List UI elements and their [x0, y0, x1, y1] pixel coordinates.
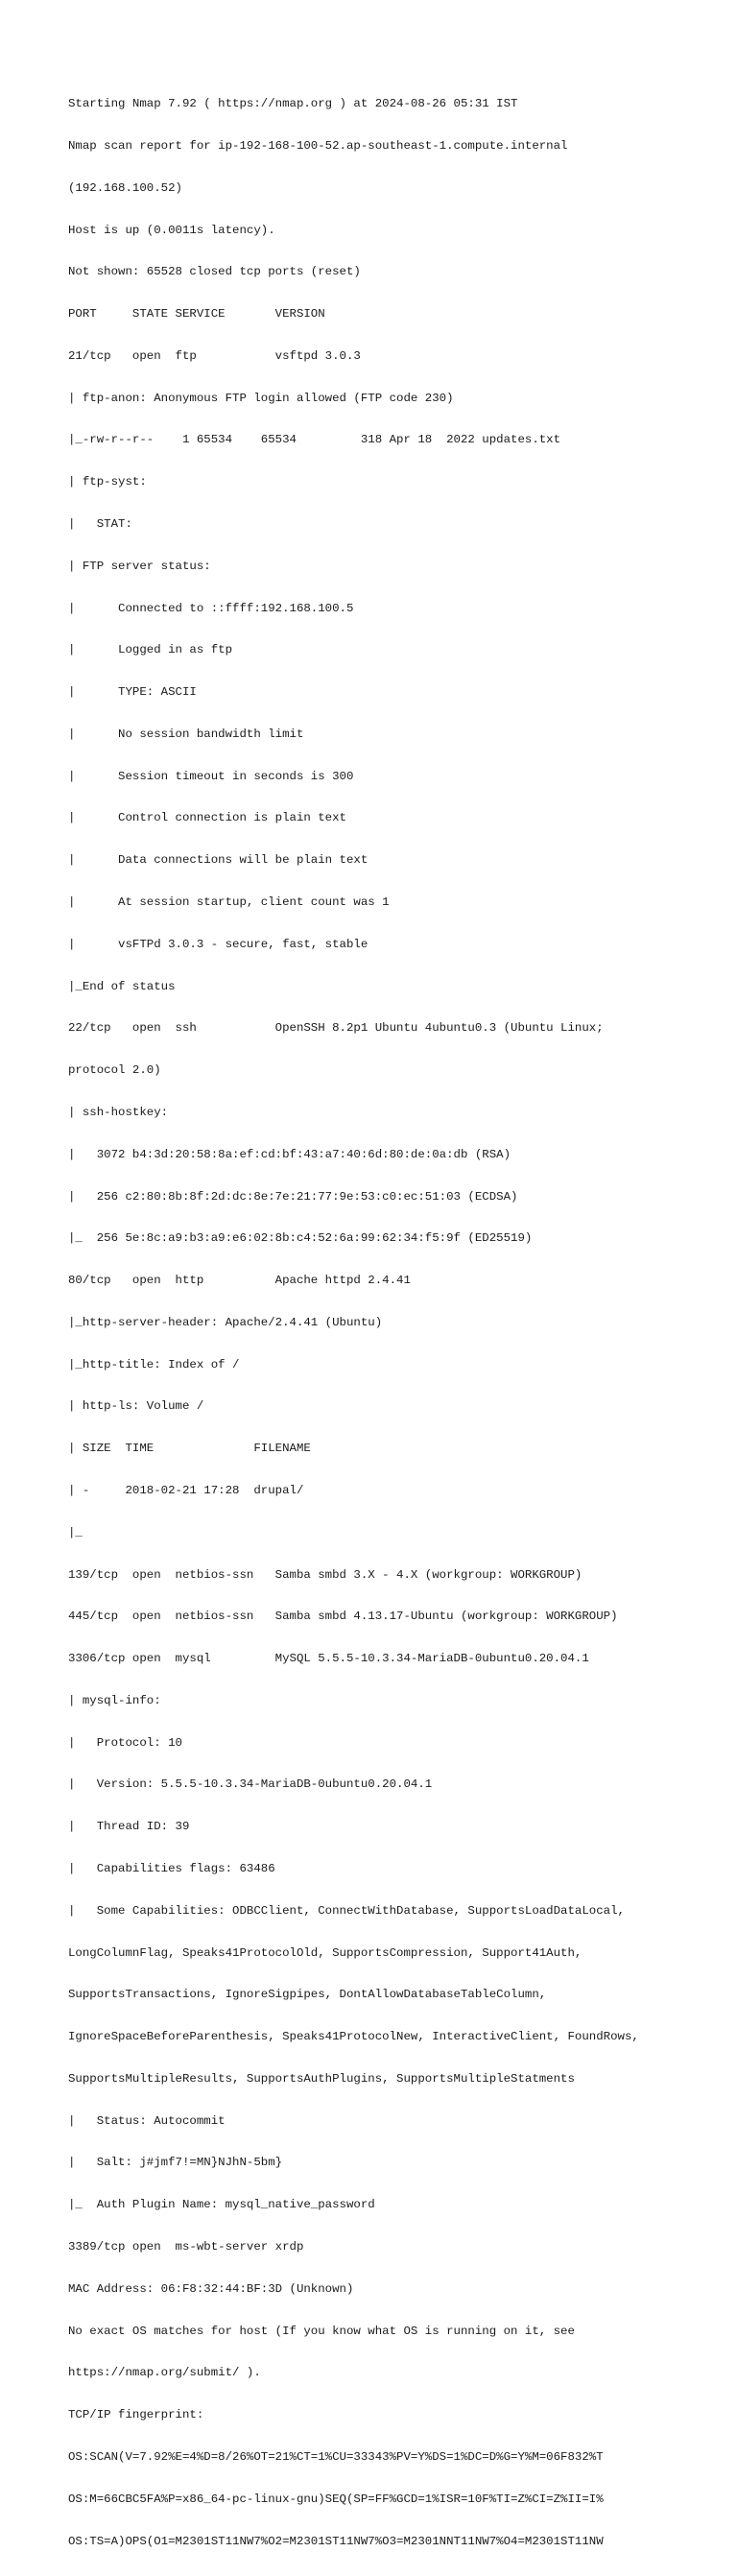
output-line: https://nmap.org/submit/ ). [68, 2366, 261, 2380]
output-line: | Salt: j#jmf7!=MN}NJhN-5bm} [68, 2156, 283, 2170]
output-line: TCP/IP fingerprint: [68, 2408, 204, 2422]
output-line: | ftp-anon: Anonymous FTP login allowed (FTP code 230) [68, 391, 454, 405]
output-line: | Data connections will be plain text [68, 853, 368, 868]
output-line: 3389/tcp open ms-wbt-server xrdp [68, 2240, 304, 2254]
output-line: |_ [68, 1525, 83, 1539]
output-line: OS:M=66CBC5FA%P=x86_64-pc-linux-gnu)SEQ(SP=FF%GCD=1%ISR=10F%TI=Z%CI=Z%II=I% [68, 2492, 604, 2506]
output-line: | No session bandwidth limit [68, 727, 304, 741]
output-line: | Session timeout in seconds is 300 [68, 769, 354, 783]
output-line: 445/tcp open netbios-ssn Samba smbd 4.13.17-Ubuntu (workgroup: WORKGROUP) [68, 1610, 618, 1624]
output-line: | Control connection is plain text [68, 811, 346, 825]
output-line: OS:SCAN(V=7.92%E=4%D=8/26%OT=21%CT=1%CU=33343%PV=Y%DS=1%DC=D%G=Y%M=06F832%T [68, 2449, 604, 2464]
output-line: | http-ls: Volume / [68, 1399, 204, 1414]
output-line: |_End of status [68, 979, 176, 993]
output-line: LongColumnFlag, Speaks41ProtocolOld, SupportsCompression, Support41Auth, [68, 1945, 582, 1960]
output-line: | At session startup, client count was 1 [68, 895, 390, 910]
output-line: | vsFTPd 3.0.3 - secure, fast, stable [68, 937, 368, 951]
output-line: Nmap scan report for ip-192-168-100-52.ap-southeast-1.compute.internal [68, 138, 568, 153]
nmap-scan-output [68, 69, 721, 2576]
output-line: 80/tcp open http Apache httpd 2.4.41 [68, 1274, 411, 1288]
output-line: | Logged in as ftp [68, 643, 233, 657]
output-line: SupportsMultipleResults, SupportsAuthPlugins, SupportsMultipleStatments [68, 2071, 575, 2086]
output-line: | 256 c2:80:8b:8f:2d:dc:8e:7e:21:77:9e:53:c0:ec:51:03 (ECDSA) [68, 1189, 518, 1204]
output-line: SupportsTransactions, IgnoreSigpipes, DontAllowDatabaseTableColumn, [68, 1988, 547, 2002]
output-line: | FTP server status: [68, 559, 211, 573]
output-line: |_http-server-header: Apache/2.4.41 (Ubuntu) [68, 1315, 383, 1329]
document-page [68, 69, 721, 2576]
output-line: | Version: 5.5.5-10.3.34-MariaDB-0ubuntu0.20.04.1 [68, 1777, 433, 1792]
output-line: OS:TS=A)OPS(O1=M2301ST11NW7%O2=M2301ST11NW7%O3=M2301NNT11NW7%O4=M2301ST11NW [68, 2534, 604, 2548]
output-line: | SIZE TIME FILENAME [68, 1442, 311, 1456]
output-line: | - 2018-02-21 17:28 drupal/ [68, 1483, 304, 1497]
output-line: (192.168.100.52) [68, 180, 182, 195]
output-line: | Capabilities flags: 63486 [68, 1862, 275, 1875]
output-line: | ssh-hostkey: [68, 1105, 169, 1119]
output-line: |_ Auth Plugin Name: mysql_native_password [68, 2198, 375, 2212]
output-line: | Protocol: 10 [68, 1735, 182, 1750]
output-line: Host is up (0.0011s latency). [68, 223, 275, 237]
output-line: Starting Nmap 7.92 ( https://nmap.org ) at 2024-08-26 05:31 IST [68, 97, 518, 111]
output-line: | Some Capabilities: ODBCClient, ConnectWithDatabase, SupportsLoadDataLocal, [68, 1903, 625, 1918]
output-line: PORT STATE SERVICE VERSION [68, 307, 325, 322]
output-line: | 3072 b4:3d:20:58:8a:ef:cd:bf:43:a7:40:6d:80:de:0a:db (RSA) [68, 1147, 511, 1161]
output-line: | Status: Autocommit [68, 2113, 226, 2128]
output-line: | ftp-syst: [68, 475, 147, 489]
output-line: No exact OS matches for host (If you know what OS is running on it, see [68, 2324, 575, 2338]
output-line: IgnoreSpaceBeforeParenthesis, Speaks41ProtocolNew, InteractiveClient, FoundRows, [68, 2030, 639, 2044]
output-line: | Thread ID: 39 [68, 1820, 190, 1834]
output-line: |_ 256 5e:8c:a9:b3:a9:e6:02:8b:c4:52:6a:99:62:34:f5:9f (ED25519) [68, 1231, 533, 1246]
output-line: | mysql-info: [68, 1693, 161, 1707]
output-line: | Connected to ::ffff:192.168.100.5 [68, 601, 354, 615]
output-line: 22/tcp open ssh OpenSSH 8.2p1 Ubuntu 4ubuntu0.3 (Ubuntu Linux; [68, 1021, 604, 1036]
output-line: | STAT: [68, 517, 132, 531]
output-line: |_http-title: Index of / [68, 1357, 240, 1371]
output-line: MAC Address: 06:F8:32:44:BF:3D (Unknown) [68, 2281, 354, 2296]
output-line: 3306/tcp open mysql MySQL 5.5.5-10.3.34-MariaDB-0ubuntu0.20.04.1 [68, 1652, 589, 1666]
output-line: protocol 2.0) [68, 1063, 161, 1078]
output-line: |_-rw-r--r-- 1 65534 65534 318 Apr 18 2022 updates.txt [68, 433, 561, 447]
output-line: Not shown: 65528 closed tcp ports (reset) [68, 265, 361, 279]
output-line: 21/tcp open ftp vsftpd 3.0.3 [68, 348, 361, 363]
output-line: | TYPE: ASCII [68, 685, 197, 700]
output-line: 139/tcp open netbios-ssn Samba smbd 3.X - 4.X (workgroup: WORKGROUP) [68, 1567, 582, 1582]
